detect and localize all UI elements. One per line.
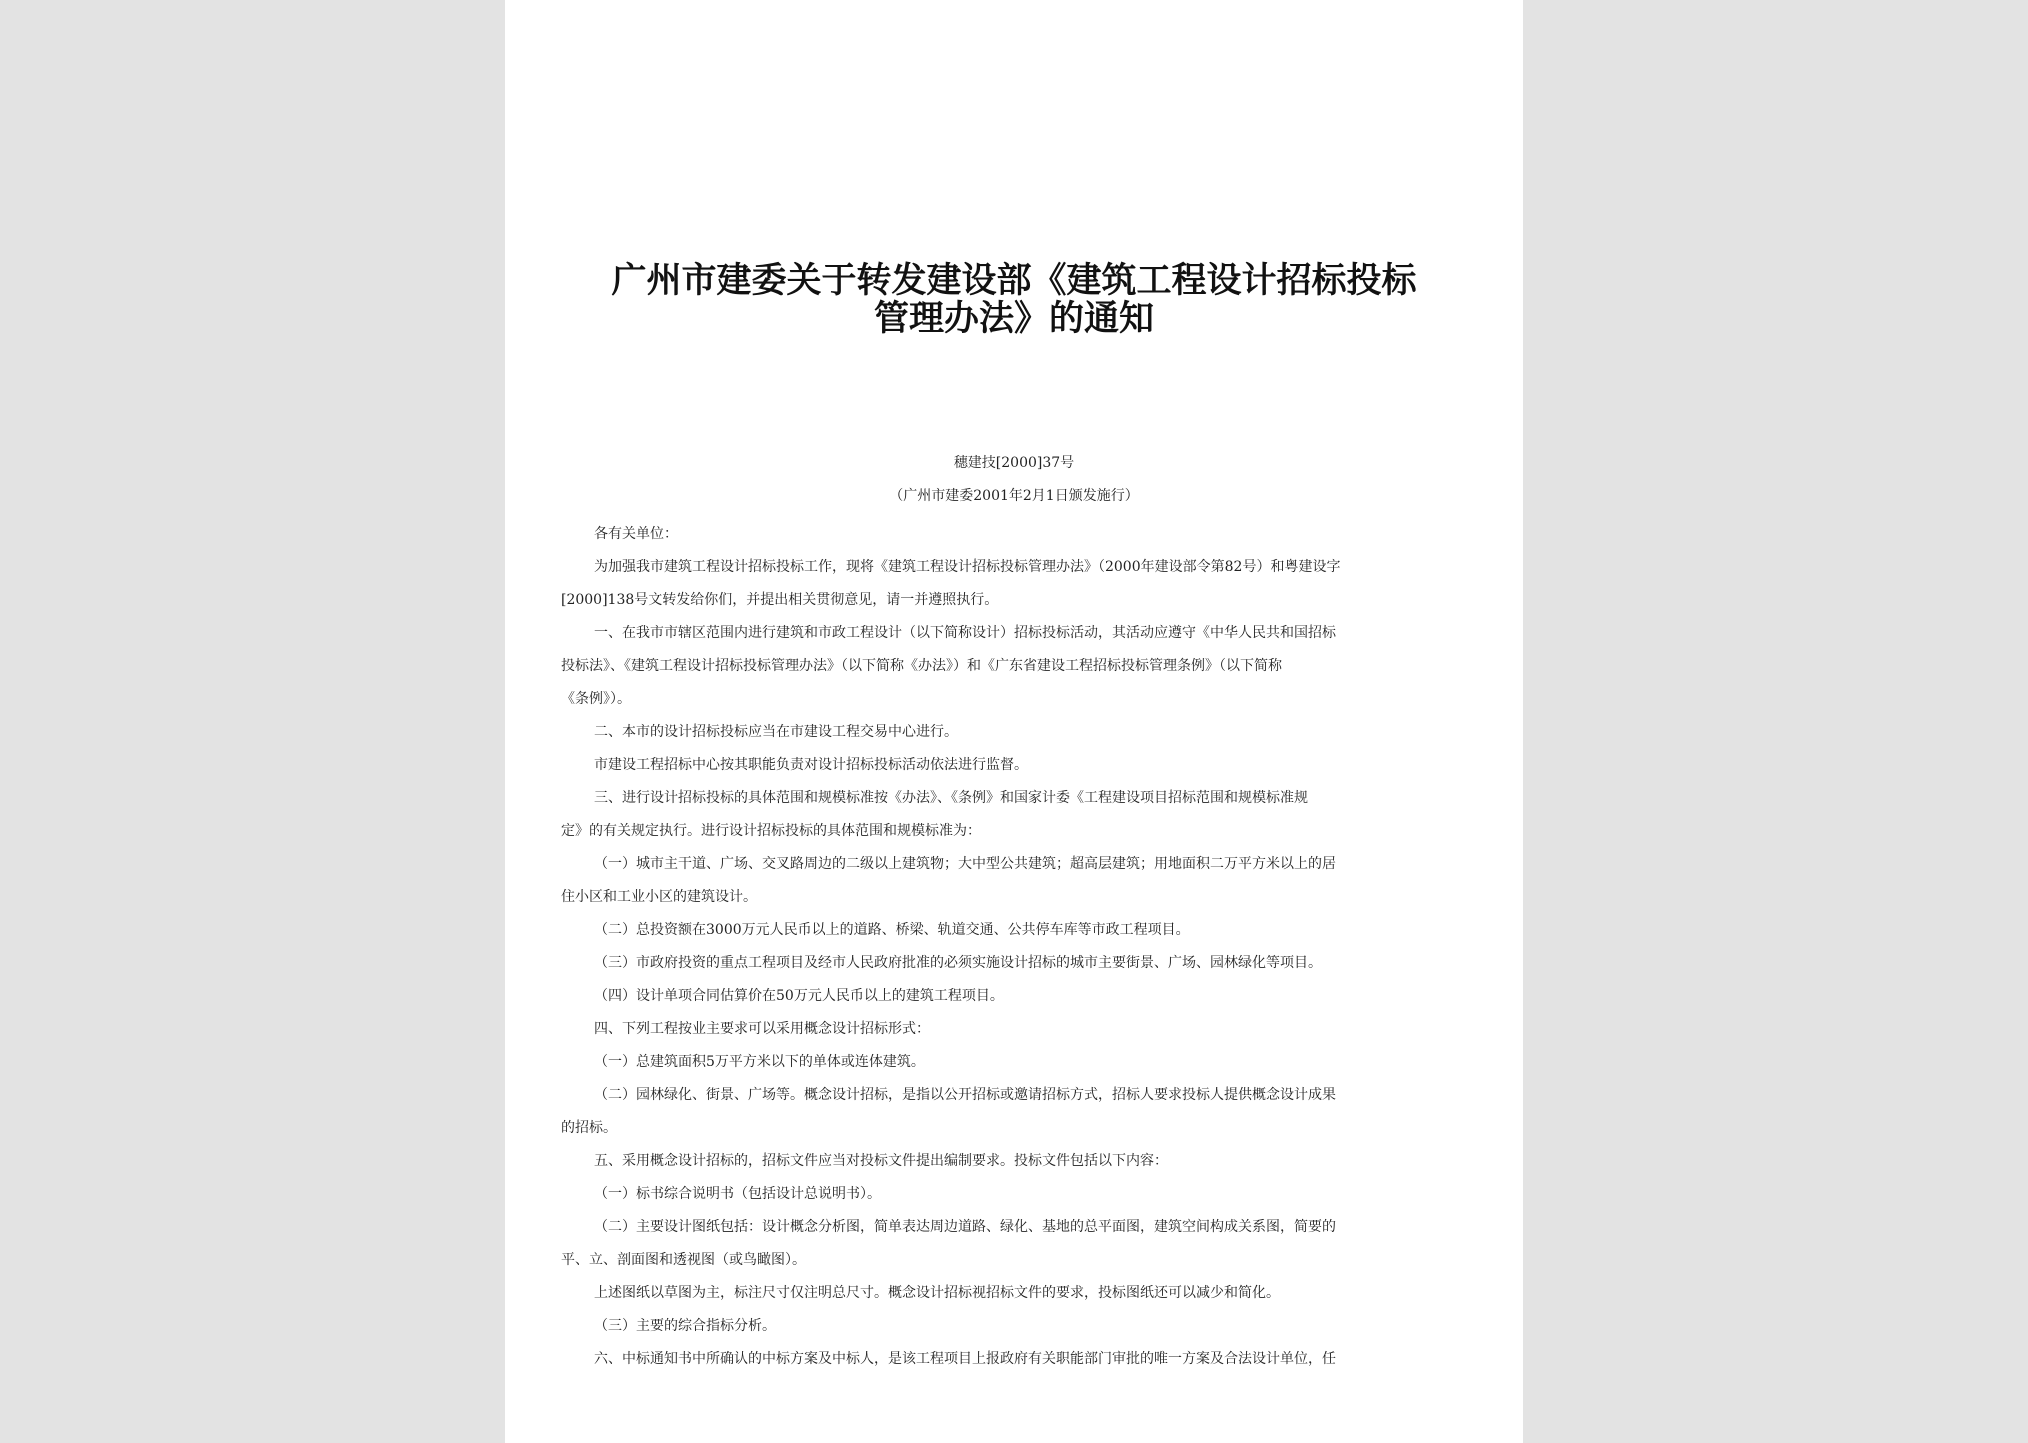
body-line: 各有关单位：	[594, 526, 678, 542]
title-line-2: 管理办法》的通知	[873, 298, 1154, 339]
body-line: 二、本市的设计招标投标应当在市建设工程交易中心进行。	[594, 724, 958, 740]
body-line: 投标法》、《建筑工程设计招标投标管理办法》（以下简称《办法》）和《广东省建设工程招标投标管理条例》（以下简称	[561, 658, 1282, 674]
body-line: 的招标。	[561, 1120, 617, 1136]
body-line: （一）总建筑面积5万平方米以下的单体或连体建筑。	[594, 1054, 925, 1070]
body-line: 三、进行设计招标投标的具体范围和规模标准按《办法》、《条例》和国家计委《工程建设项目招标范围和规模标准规	[594, 790, 1308, 806]
body-line: （四）设计单项合同估算价在50万元人民币以上的建筑工程项目。	[594, 988, 1004, 1004]
document-page	[505, 0, 1523, 1443]
body-line: 平、立、剖面图和透视图（或鸟瞰图）。	[561, 1252, 806, 1268]
document-title	[505, 262, 1523, 338]
body-line: （一）城市主干道、广场、交叉路周边的二级以上建筑物；大中型公共建筑；超高层建筑；用地面积二万平方米以上的居	[594, 856, 1336, 872]
body-line: 定》的有关规定执行。进行设计招标投标的具体范围和规模标准为：	[561, 823, 981, 839]
body-line: （三）主要的综合指标分析。	[594, 1318, 776, 1334]
body-line: 六、中标通知书中所确认的中标方案及中标人，是该工程项目上报政府有关职能部门审批的唯一方案及合法设计单位，任	[594, 1351, 1336, 1367]
body-line: （二）园林绿化、街景、广场等。概念设计招标，是指以公开招标或邀请招标方式，招标人要求投标人提供概念设计成果	[594, 1087, 1336, 1103]
body-line: （三）市政府投资的重点工程项目及经市人民政府批准的必须实施设计招标的城市主要街景、广场、园林绿化等项目。	[594, 955, 1322, 971]
body-line: （二）主要设计图纸包括：设计概念分析图，简单表达周边道路、绿化、基地的总平面图，建筑空间构成关系图，简要的	[594, 1219, 1336, 1235]
body-line: 一、在我市市辖区范围内进行建筑和市政工程设计（以下简称设计）招标投标活动，其活动应遵守《中华人民共和国招标	[594, 625, 1336, 641]
document-number: 穗建技[2000]37号	[953, 455, 1075, 471]
body-line: 为加强我市建筑工程设计招标投标工作，现将《建筑工程设计招标投标管理办法》（2000年建设部令第82号）和粤建设字	[594, 559, 1341, 575]
body-line: 市建设工程招标中心按其职能负责对设计招标投标活动依法进行监督。	[594, 757, 1028, 773]
issue-date-note: （广州市建委2001年2月1日颁发施行）	[889, 488, 1139, 504]
body-line: [2000]138号文转发给你们，并提出相关贯彻意见，请一并遵照执行。	[561, 592, 999, 608]
title-line-1: 广州市建委关于转发建设部《建筑工程设计招标投标	[611, 260, 1417, 301]
body-line: （二）总投资额在3000万元人民币以上的道路、桥梁、轨道交通、公共停车库等市政工程项目。	[594, 922, 1190, 938]
body-line: 四、下列工程按业主要求可以采用概念设计招标形式：	[594, 1021, 930, 1037]
body-line: 住小区和工业小区的建筑设计。	[561, 889, 757, 905]
body-line: 《条例》）。	[561, 691, 631, 707]
body-line: 上述图纸以草图为主，标注尺寸仅注明总尺寸。概念设计招标视招标文件的要求，投标图纸还可以减少和简化。	[594, 1285, 1280, 1301]
document-body	[561, 518, 1469, 1376]
body-line: 五、采用概念设计招标的，招标文件应当对投标文件提出编制要求。投标文件包括以下内容：	[594, 1153, 1168, 1169]
body-line: （一）标书综合说明书（包括设计总说明书）。	[594, 1186, 881, 1202]
